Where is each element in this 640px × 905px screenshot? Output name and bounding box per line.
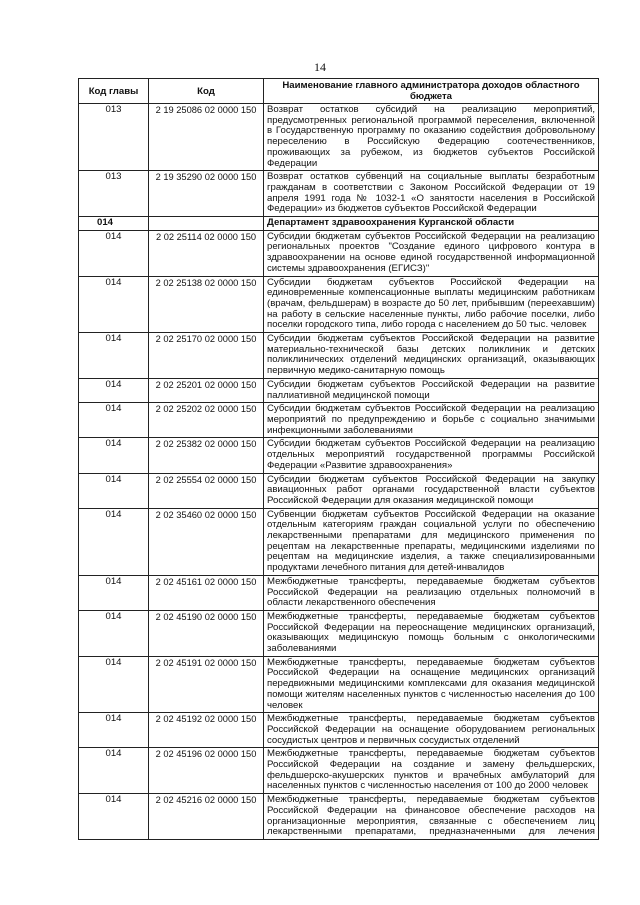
income-code-cell: 2 19 35290 02 0000 150 [149, 171, 264, 217]
income-code-cell [149, 217, 264, 231]
chapter-code-cell: 014 [79, 403, 149, 438]
income-code-cell: 2 19 25086 02 0000 150 [149, 104, 264, 171]
income-name-cell: Субсидии бюджетам субъектов Российской Федерации на единовременные компенсационные выплаты медицинским работникам (врачам, фельдшерам) в возрасте до 50 лет, прибывшим (переехавшим) на работу в сельские населенные пункты, либо рабочие поселки, либо поселки городского типа, либо города с населением до 50 тыс. человек [264, 276, 599, 333]
chapter-code-cell: 014 [79, 794, 149, 840]
income-code-cell: 2 02 25202 02 0000 150 [149, 403, 264, 438]
table-row [79, 438, 599, 473]
table-row [79, 230, 599, 276]
chapter-code-cell: 014 [79, 610, 149, 656]
table-row [79, 575, 599, 610]
income-code-cell: 2 02 45192 02 0000 150 [149, 713, 264, 748]
chapter-code-cell: 014 [79, 230, 149, 276]
chapter-code-cell: 014 [79, 748, 149, 794]
chapter-code-cell: 014 [79, 656, 149, 713]
income-name-cell: Межбюджетные трансферты, передаваемые бюджетам субъектов Российской Федерации на финансовое обеспечение расходов на организационные мероприятия, связанные с обеспечением лиц лекарственными препаратами, предназначенными для лечения [264, 794, 599, 840]
chapter-code-cell: 013 [79, 171, 149, 217]
income-code-cell: 2 02 45190 02 0000 150 [149, 610, 264, 656]
income-name-cell: Межбюджетные трансферты, передаваемые бюджетам субъектов Российской Федерации на создание и замену фельдшерских, фельдшерско-акушерских пунктов и врачебных амбулаторий для населенных пунктов с численностью населения от 100 до 2000 человек [264, 748, 599, 794]
table-row [79, 656, 599, 713]
income-code-cell: 2 02 45161 02 0000 150 [149, 575, 264, 610]
income-code-cell: 2 02 45216 02 0000 150 [149, 794, 264, 840]
income-code-cell: 2 02 35460 02 0000 150 [149, 508, 264, 575]
header-code: Код [149, 79, 264, 104]
income-name-cell: Субсидии бюджетам субъектов Российской Федерации на реализацию отдельных мероприятий государственной программы Российской Федерации «Развитие здравоохранения» [264, 438, 599, 473]
chapter-code-cell: 014 [79, 276, 149, 333]
administrators-table [78, 78, 599, 840]
income-name-cell: Межбюджетные трансферты, передаваемые бюджетам субъектов Российской Федерации на переоснащение медицинских организаций, оказывающих медицинскую помощь больным с онкологическими заболеваниями [264, 610, 599, 656]
table-row [79, 794, 599, 840]
table-row [79, 610, 599, 656]
income-code-cell: 2 02 25138 02 0000 150 [149, 276, 264, 333]
chapter-code-cell: 014 [79, 713, 149, 748]
table-row [79, 104, 599, 171]
income-code-cell: 2 02 25201 02 0000 150 [149, 378, 264, 402]
table-row [79, 333, 599, 379]
chapter-code-cell: 014 [79, 217, 149, 231]
table-row [79, 276, 599, 333]
chapter-code-cell: 013 [79, 104, 149, 171]
income-name-cell: Межбюджетные трансферты, передаваемые бюджетам субъектов Российской Федерации на оснащение оборудованием региональных сосудистых центров и первичных сосудистых отделений [264, 713, 599, 748]
table-row [79, 713, 599, 748]
table-row [79, 378, 599, 402]
table-row [79, 171, 599, 217]
table-row [79, 403, 599, 438]
income-name-cell: Департамент здравоохранения Курганской области [264, 217, 599, 231]
income-code-cell: 2 02 25554 02 0000 150 [149, 473, 264, 508]
chapter-code-cell: 014 [79, 508, 149, 575]
header-name: Наименование главного администратора доходов областного бюджета [264, 79, 599, 104]
income-code-cell: 2 02 45196 02 0000 150 [149, 748, 264, 794]
chapter-code-cell: 014 [79, 378, 149, 402]
page-number: 14 [314, 60, 326, 74]
income-code-cell: 2 02 25114 02 0000 150 [149, 230, 264, 276]
income-code-cell: 2 02 45191 02 0000 150 [149, 656, 264, 713]
income-name-cell: Субсидии бюджетам субъектов Российской Федерации на закупку авиационных работ органами государственной власти субъектов Российской Федерации для оказания медицинской помощи [264, 473, 599, 508]
chapter-code-cell: 014 [79, 333, 149, 379]
income-name-cell: Субсидии бюджетам субъектов Российской Федерации на реализацию региональных проектов "Создание единого цифрового контура в здравоохранении на основе единой государственной информационной системы здравоохранения (ЕГИСЗ)" [264, 230, 599, 276]
table-body [79, 104, 599, 840]
section-row [79, 217, 599, 231]
income-name-cell: Субсидии бюджетам субъектов Российской Федерации на развитие материально-технической базы детских поликлиник и детских поликлинических отделений медицинских организаций, оказывающих первичную медико-санитарную помощь [264, 333, 599, 379]
table-header-row [79, 79, 599, 104]
income-name-cell: Возврат остатков субвенций на социальные выплаты безработным гражданам в соответствии с Законом Российской Федерации от 19 апреля 1991 года № 1032-1 «О занятости населения в Российской Федерации» из бюджетов субъектов Российской Федерации [264, 171, 599, 217]
chapter-code-cell: 014 [79, 575, 149, 610]
table-row [79, 748, 599, 794]
table-row [79, 473, 599, 508]
table-row [79, 508, 599, 575]
header-chapter-code: Код главы [79, 79, 149, 104]
income-name-cell: Субсидии бюджетам субъектов Российской Федерации на реализацию мероприятий по предупреждению и борьбе с социально значимыми инфекционными заболеваниями [264, 403, 599, 438]
income-name-cell: Субсидии бюджетам субъектов Российской Федерации на развитие паллиативной медицинской помощи [264, 378, 599, 402]
income-code-cell: 2 02 25170 02 0000 150 [149, 333, 264, 379]
income-name-cell: Межбюджетные трансферты, передаваемые бюджетам субъектов Российской Федерации на оснащение медицинских организаций передвижными медицинскими комплексами для оказания медицинской помощи жителям населенных пунктов с численностью населения до 100 человек [264, 656, 599, 713]
income-code-cell: 2 02 25382 02 0000 150 [149, 438, 264, 473]
income-name-cell: Субвенции бюджетам субъектов Российской Федерации на оказание отдельным категориям граждан социальной услуги по обеспечению лекарственными препаратами для медицинского применения по рецептам на лекарственные препараты, медицинскими изделиями по рецептам на медицинские изделия, а также специализированными продуктами лечебного питания для детей-инвалидов [264, 508, 599, 575]
income-name-cell: Возврат остатков субсидий на реализацию мероприятий, предусмотренных региональной программой переселения, включенной в Государственную программу по оказанию содействия добровольному переселению в Российскую Федерацию соотечественников, проживающих за рубежом, из бюджетов субъектов Российской Федерации [264, 104, 599, 171]
chapter-code-cell: 014 [79, 473, 149, 508]
chapter-code-cell: 014 [79, 438, 149, 473]
income-name-cell: Межбюджетные трансферты, передаваемые бюджетам субъектов Российской Федерации на реализацию отдельных полномочий в области лекарственного обеспечения [264, 575, 599, 610]
